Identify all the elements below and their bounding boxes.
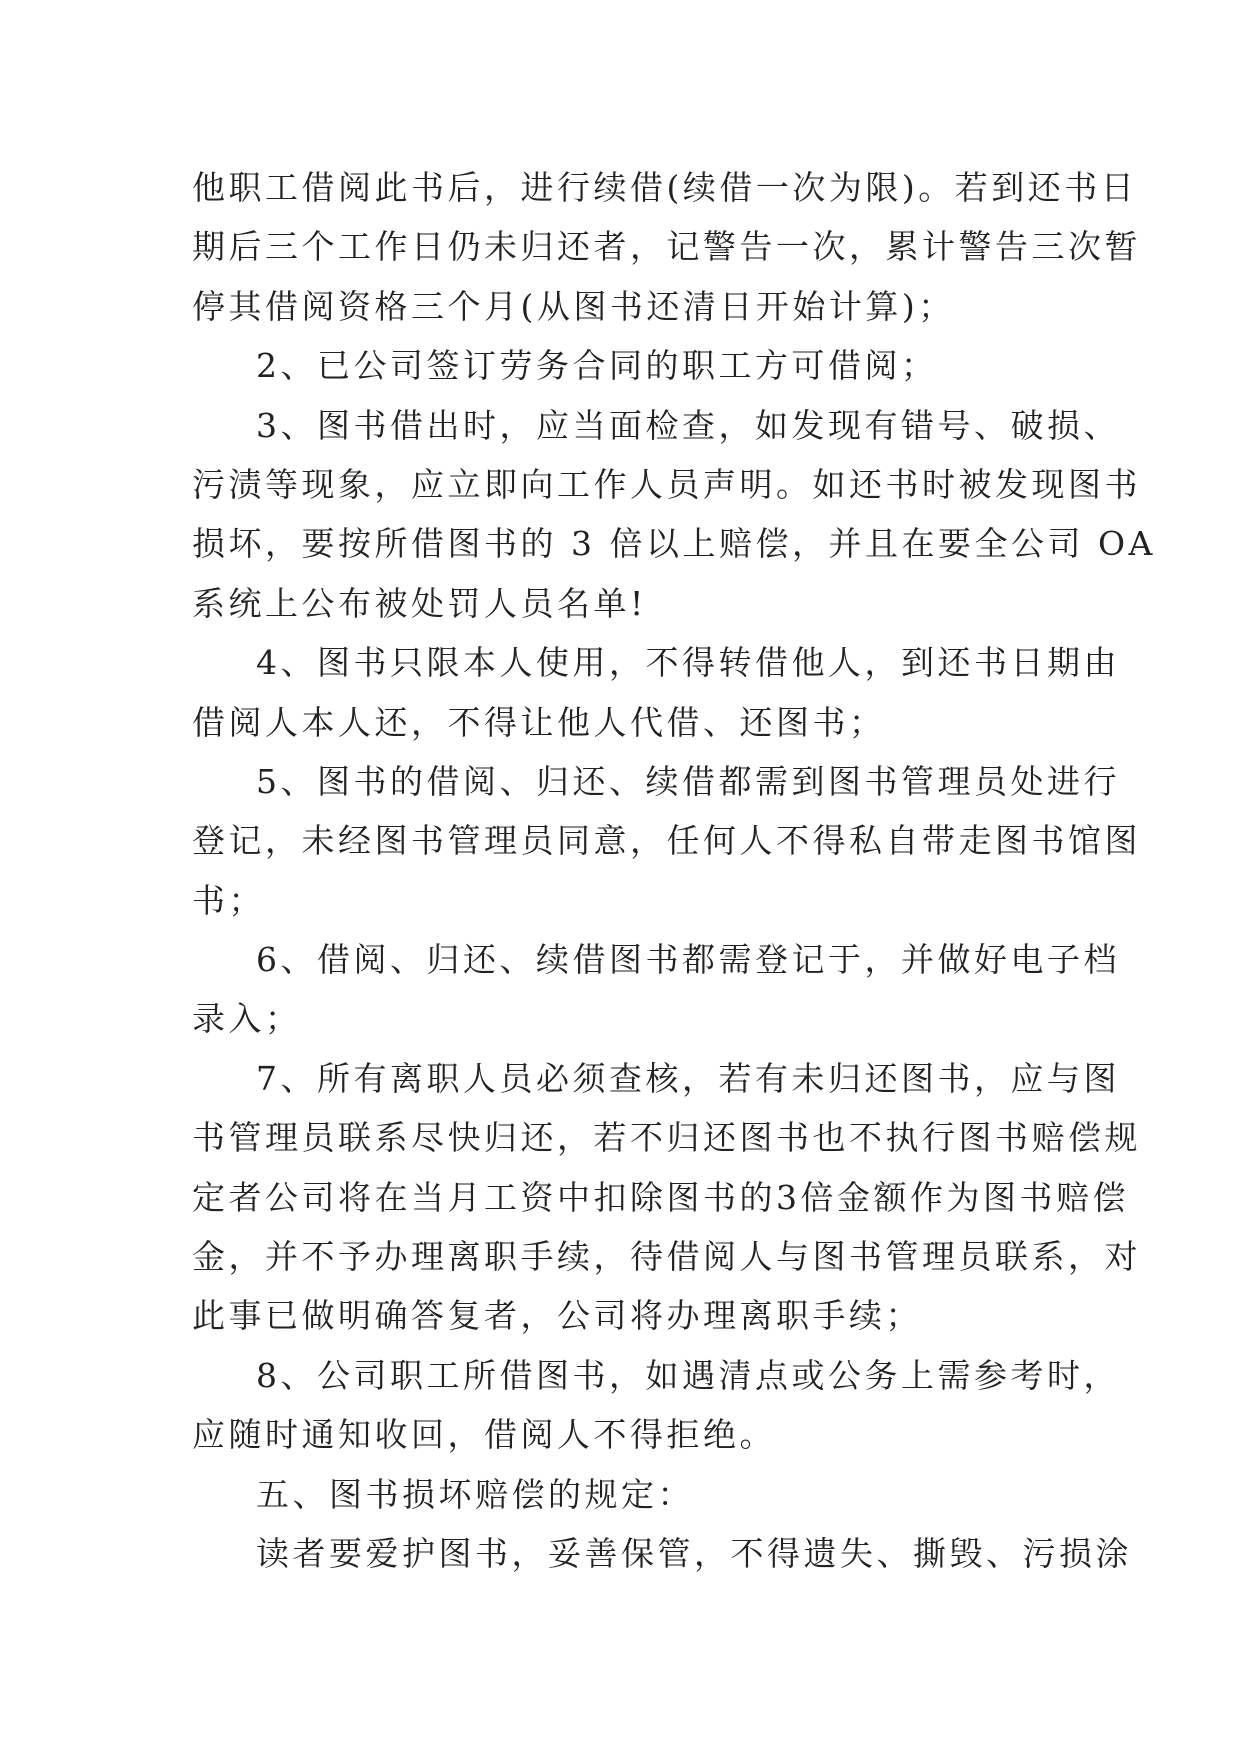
text-line: 他职工借阅此书后，进行续借(续借一次为限)。若到还书日	[192, 168, 1138, 207]
text-line: 登记，未经图书管理员同意，任何人不得私自带走图书馆图	[192, 821, 1141, 861]
text-line: 此事已做明确答复者，公司将办理离职手续；	[192, 1296, 922, 1336]
rule-item-6: 6、借阅、归还、续借图书都需登记于，并做好电子档	[256, 940, 1120, 980]
rule-item-2: 2、已公司签订劳务合同的职工方可借阅；	[256, 346, 938, 386]
rule-item-8: 8、公司职工所借图书，如遇清点或公务上需参考时，	[256, 1355, 1120, 1395]
text-line: 定者公司将在当月工资中扣除图书的3倍金额作为图书赔偿	[192, 1177, 1129, 1217]
rule-item-3: 3、图书借出时，应当面检查，如发现有错号、破损、	[256, 405, 1120, 445]
text-line: 污渍等现象，应立即向工作人员声明。如还书时被发现图书	[192, 464, 1141, 504]
rule-item-4: 4、图书只限本人使用，不得转借他人，到还书日期由	[256, 643, 1120, 683]
text-line: 金，并不予办理离职手续，待借阅人与图书管理员联系，对	[192, 1237, 1141, 1277]
text-line: 借阅人本人还，不得让他人代借、还图书；	[192, 702, 886, 742]
text-line: 书管理员联系尽快归还，若不归还图书也不执行图书赔偿规	[192, 1118, 1141, 1158]
text-line: 读者要爱护图书，妥善保管，不得遗失、撕毁、污损涂	[256, 1533, 1132, 1573]
document-body	[192, 158, 1156, 1583]
text-line: 损坏，要按所借图书的 3 倍以上赔偿，并且在要全公司 OA	[192, 524, 1156, 564]
rule-item-7: 7、所有离职人员必须查核，若有未归还图书，应与图	[256, 1058, 1120, 1098]
section-heading: 五、图书损坏赔偿的规定：	[256, 1474, 694, 1514]
text-line: 书；	[192, 880, 265, 920]
rule-item-5: 5、图书的借阅、归还、续借都需到图书管理员处进行	[256, 761, 1120, 801]
text-line: 停其借阅资格三个月(从图书还清日开始计算)；	[192, 286, 955, 326]
text-line: 录入；	[192, 999, 302, 1039]
text-line: 系统上公布被处罚人员名单!	[192, 583, 647, 623]
text-line: 应随时通知收回，借阅人不得拒绝。	[192, 1415, 776, 1455]
text-line: 期后三个工作日仍未归还者，记警告一次，累计警告三次暂	[192, 227, 1141, 267]
